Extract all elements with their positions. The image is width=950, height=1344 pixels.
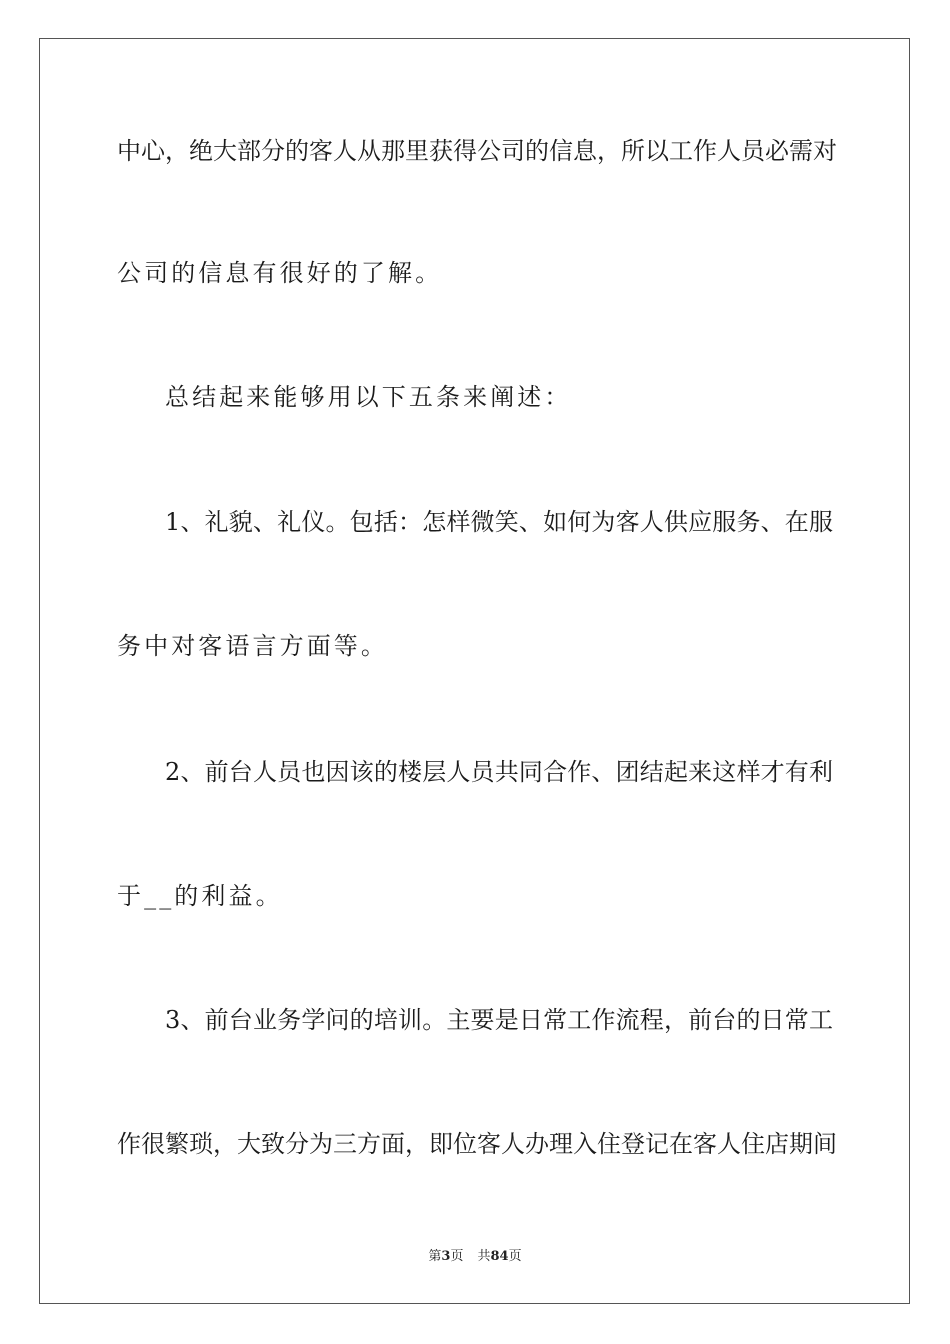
page-label-suffix: 页 (450, 1249, 464, 1264)
body-text-line-1: 中心，绝大部分的客人从那里获得公司的信息，所以工作人员必需对 (117, 137, 837, 165)
body-text-line-3: 总结起来能够用以下五条来阐述： (165, 383, 572, 411)
page-footer (0, 1248, 950, 1266)
page-border (39, 38, 910, 1304)
list-item-2-line-2: 于__的利益。 (117, 882, 283, 910)
list-item-3-line-1: 3、前台业务学问的培训。主要是日常工作流程，前台的日常工 (165, 1006, 833, 1034)
body-text-line-2: 公司的信息有很好的了解。 (117, 259, 443, 287)
total-label-suffix: 页 (508, 1249, 522, 1264)
total-pages: 84 (490, 1249, 509, 1264)
list-item-3-line-2: 作很繁琐，大致分为三方面，即位客人办理入住登记在客人住店期间 (117, 1130, 837, 1158)
list-item-1-line-2: 务中对客语言方面等。 (117, 632, 388, 660)
page-label-prefix: 第 (428, 1249, 442, 1264)
total-label-prefix: 共 (477, 1249, 491, 1264)
page-number: 3 (441, 1249, 451, 1264)
list-item-1-line-1: 1、礼貌、礼仪。包括：怎样微笑、如何为客人供应服务、在服 (165, 508, 833, 536)
list-item-2-line-1: 2、前台人员也因该的楼层人员共同合作、团结起来这样才有利 (165, 758, 833, 786)
